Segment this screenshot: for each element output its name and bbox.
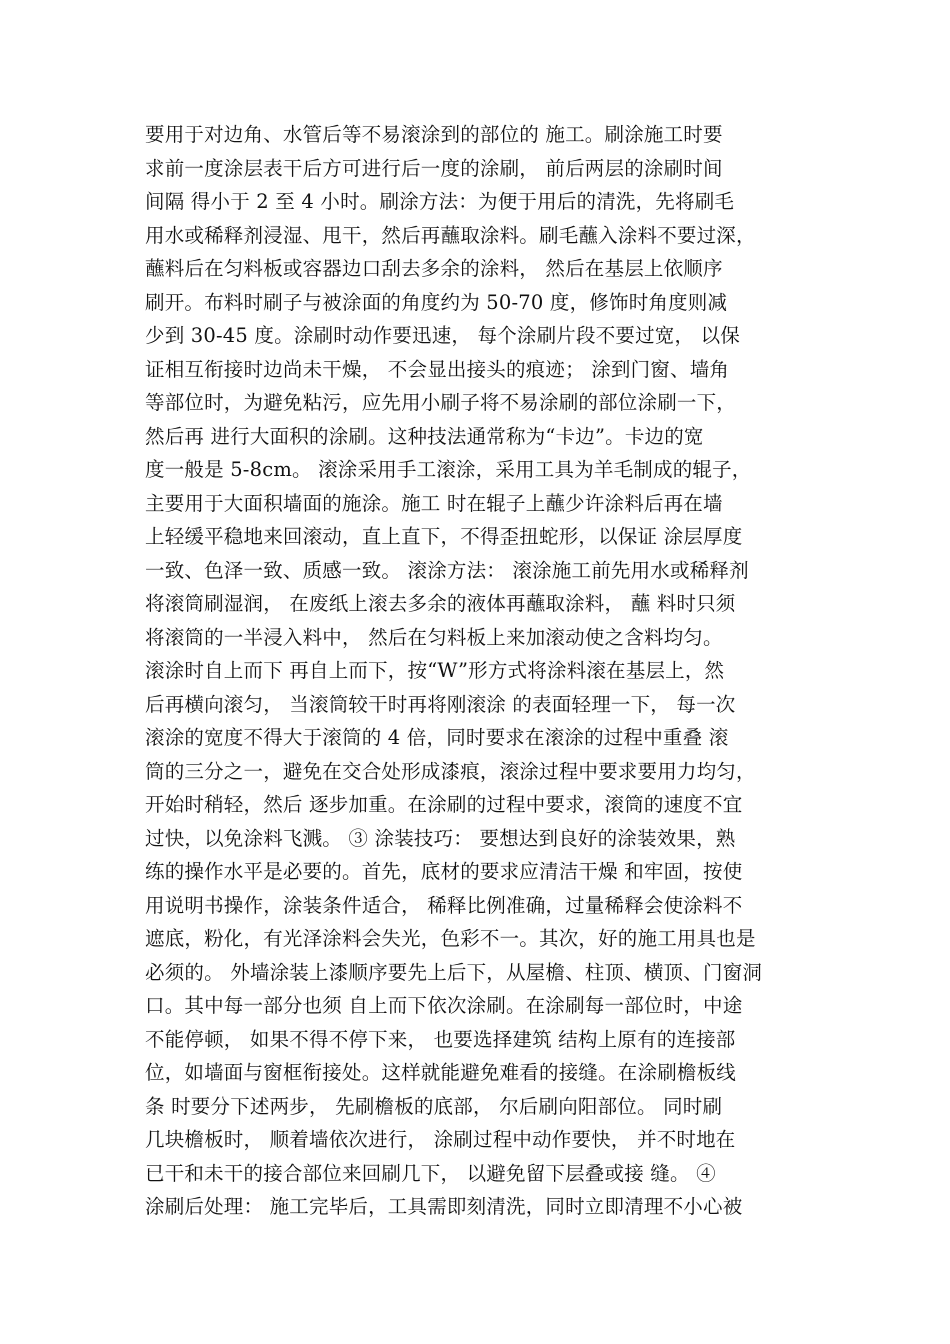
text-line: 将滚筒刷湿润， 在废纸上滚去多余的液体再蘸取涂料， 蘸 料时只须 [145, 592, 736, 615]
text-line: 涂刷后处理： 施工完毕后，工具需即刻清洗，同时立即清理不小心被 [145, 1195, 743, 1218]
text-line: 将滚筒的一半浸入料中， 然后在匀料板上来加滚动使之含料均匀。 [145, 625, 723, 649]
text-line: 然后再 进行大面积的涂刷。这种技法通常称为“卡边”。卡边的宽 [145, 424, 704, 448]
text-line: 滚涂的宽度不得大于滚筒的 4 倍，同时要求在滚涂的过程中重叠 滚 [145, 726, 729, 749]
text-line: 口。其中每一部分也须 自上而下依次涂刷。在涂刷每一部位时，中途 [145, 994, 743, 1017]
text-line: 间隔 得小于 2 至 4 小时。刷涂方法：为便于用后的清洗，先将刷毛 [145, 190, 735, 213]
text-line: 已干和未干的接合部位来回刷几下， 以避免留下层叠或接 缝。 ④ [145, 1161, 716, 1185]
text-line: 必须的。 外墙涂装上漆顺序要先上后下，从屋檐、柱顶、横顶、门窗洞 [145, 960, 763, 984]
text-line: 刷开。布料时刷子与被涂面的角度约为 50-70 度，修饰时角度则减 [145, 290, 728, 314]
text-line: 练的操作水平是必要的。首先，底材的要求应清洁干燥 和牢固，按使 [145, 860, 743, 883]
text-line: 过快，以免涂料飞溅。 ③ 涂装技巧： 要想达到良好的涂装效果，熟 [145, 826, 736, 850]
text-line: 用说明书操作，涂装条件适合， 稀释比例准确，过量稀释会使涂料不 [145, 893, 743, 917]
text-line: 滚涂时自上而下 再自上而下，按“W”形方式将涂料滚在基层上，然 [145, 659, 725, 682]
text-line: 位，如墙面与窗框衔接处。这样就能避免难看的接缝。在涂刷檐板线 [145, 1061, 737, 1084]
text-line: 度一般是 5-8cm。 滚涂采用手工滚涂，采用工具为羊毛制成的辊子， [145, 458, 752, 481]
text-line: 主要用于大面积墙面的施涂。施工 时在辊子上蘸少许涂料后再在墙 [145, 491, 723, 515]
text-line: 条 时要分下述两步， 先刷檐板的底部， 尔后刷向阳部位。 同时刷 [145, 1094, 723, 1118]
text-line: 蘸料后在匀料板或容器边口刮去多余的涂料， 然后在基层上依顺序 [145, 257, 723, 280]
text-line: 不能停顿， 如果不得不停下来， 也要选择建筑 结构上原有的连接部 [145, 1027, 736, 1051]
text-line: 上轻缓平稳地来回滚动，直上直下，不得歪扭蛇形，以保证 涂层厚度 [145, 525, 743, 548]
text-line: 遮底，粉化，有光泽涂料会失光，色彩不一。其次，好的施工用具也是 [145, 927, 756, 950]
text-line: 筒的三分之一，避免在交合处形成漆痕，滚涂过程中要求要用力均匀， [145, 759, 756, 783]
text-line: 等部位时，为避免粘污，应先用小刷子将不易涂刷的部位涂刷一下， [145, 391, 737, 414]
text-line: 求前一度涂层表干后方可进行后一度的涂刷， 前后两层的涂刷时间 [145, 156, 723, 180]
text-line: 后再横向滚匀， 当滚筒较干时再将刚滚涂 的表面轻理一下， 每一次 [145, 692, 736, 716]
text-line: 用水或稀释剂浸湿、甩干，然后再蘸取涂料。刷毛蘸入涂料不要过深， [145, 223, 756, 247]
text-line: 一致、色泽一致、质感一致。 滚涂方法： 滚涂施工前先用水或稀释剂 [145, 558, 749, 582]
text-line: 几块檐板时， 顺着墙依次进行， 涂刷过程中动作要快， 并不时地在 [145, 1128, 736, 1151]
text-line: 证相互衔接时边尚未干燥， 不会显出接头的痕迹； 涂到门窗、墙角 [145, 357, 730, 381]
text-line: 开始时稍轻，然后 逐步加重。在涂刷的过程中要求，滚筒的速度不宜 [145, 793, 743, 816]
body-text [145, 118, 810, 1224]
text-line: 要用于对边角、水管后等不易滚涂到的部位的 施工。刷涂施工时要 [145, 123, 723, 146]
text-line: 少到 30-45 度。涂刷时动作要迅速， 每个涂刷片段不要过宽， 以保 [145, 324, 741, 347]
